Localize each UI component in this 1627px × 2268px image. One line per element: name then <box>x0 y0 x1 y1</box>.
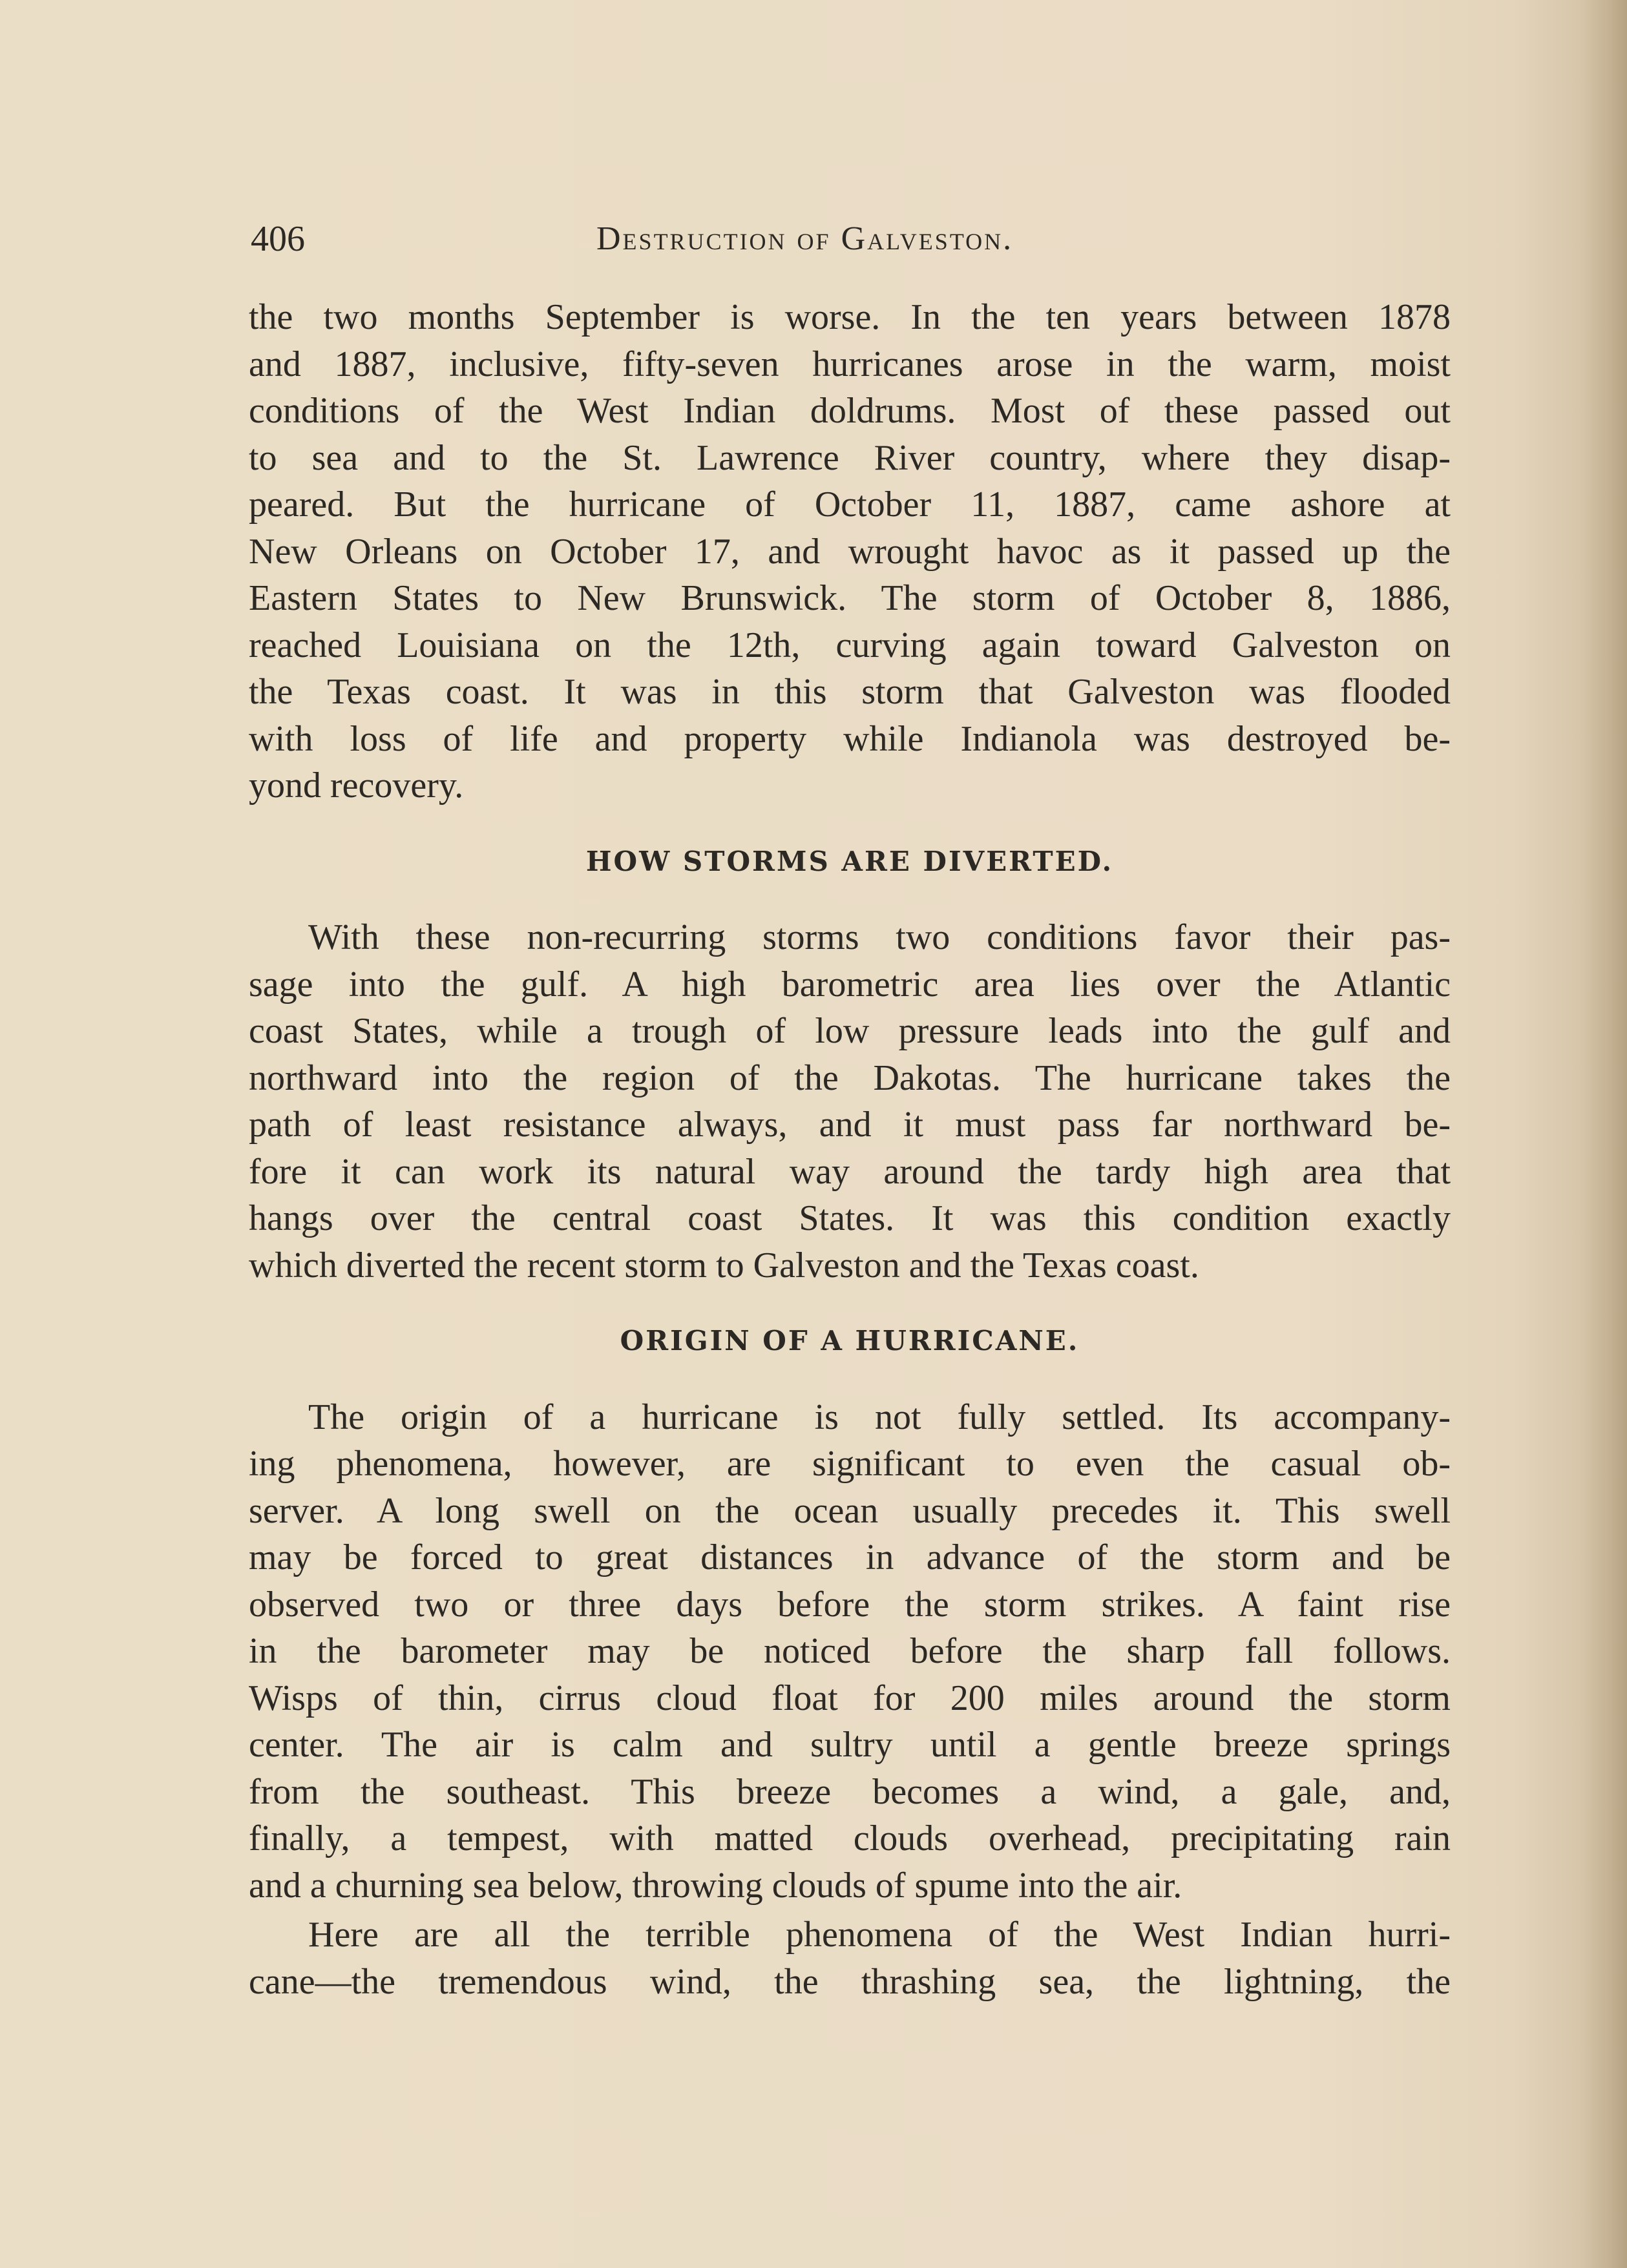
running-title: Destruction of Galveston. <box>596 220 1014 257</box>
text-line: path of least resistance always, and it must pass far northward be- <box>249 1105 1451 1145</box>
text-line: cane—the tremendous wind, the thrashing sea, the lightning, the <box>249 1961 1451 2002</box>
paragraph <box>249 294 1451 809</box>
text-line: The origin of a hurricane is not fully settled. Its accompany- <box>308 1397 1451 1437</box>
text-line: Eastern States to New Brunswick. The storm of October 8, 1886, <box>249 578 1451 618</box>
text-line: from the southeast. This breeze becomes a wind, a gale, and, <box>249 1771 1451 1812</box>
paragraph <box>249 914 1451 1289</box>
text-line: reached Louisiana on the 12th, curving again toward Galveston on <box>249 625 1451 665</box>
text-line: With these non-recurring storms two conditions favor their pas- <box>308 917 1451 957</box>
text-line: yond recovery. <box>249 765 464 806</box>
text-line: peared. But the hurricane of October 11, 1887, came ashore at <box>249 484 1451 525</box>
text-line: Wisps of thin, cirrus cloud float for 200 miles around the storm <box>249 1678 1451 1718</box>
text-line: New Orleans on October 17, and wrought havoc as it passed up the <box>249 531 1451 572</box>
text-line: northward into the region of the Dakotas. The hurricane takes the <box>249 1057 1451 1098</box>
text-line: server. A long swell on the ocean usually precedes it. This swell <box>249 1490 1451 1531</box>
section-heading: HOW STORMS ARE DIVERTED. <box>585 845 1114 877</box>
body-text <box>249 294 1451 2005</box>
text-line: to sea and to the St. Lawrence River country, where they disap- <box>249 437 1451 478</box>
page-edge-shadow <box>1582 0 1627 2268</box>
text-line: the Texas coast. It was in this storm that Galveston was flooded <box>249 672 1451 712</box>
text-line: Here are all the terrible phenomena of the West Indian hurri- <box>308 1915 1451 1955</box>
text-line: conditions of the West Indian doldrums. Most of these passed out <box>249 391 1451 431</box>
text-line: and 1887, inclusive, fifty-seven hurricanes arose in the warm, moist <box>249 344 1451 384</box>
section-heading: ORIGIN OF A HURRICANE. <box>620 1325 1080 1357</box>
text-line: the two months September is worse. In the ten years between 1878 <box>249 297 1451 337</box>
text-line: ing phenomena, however, are significant to even the casual ob- <box>249 1444 1451 1484</box>
page-number: 406 <box>251 219 305 259</box>
text-line: fore it can work its natural way around the tardy high area that <box>249 1151 1451 1192</box>
text-line: coast States, while a trough of low pressure leads into the gulf and <box>249 1011 1451 1051</box>
text-line: finally, a tempest, with matted clouds overhead, precipitating rain <box>249 1818 1451 1858</box>
running-head <box>251 213 1453 265</box>
text-line: hangs over the central coast States. It was this condition exactly <box>249 1198 1451 1238</box>
text-line: and a churning sea below, throwing clouds of spume into the air. <box>249 1865 1182 1906</box>
text-line: which diverted the recent storm to Galveston and the Texas coast. <box>249 1245 1199 1285</box>
text-line: may be forced to great distances in advance of the storm and be <box>249 1537 1451 1577</box>
paragraph <box>249 1394 1451 1909</box>
text-line: in the barometer may be noticed before the sharp fall follows. <box>249 1631 1451 1671</box>
text-line: with loss of life and property while Indianola was destroyed be- <box>249 718 1451 759</box>
paragraph <box>249 1911 1451 2005</box>
text-line: sage into the gulf. A high barometric area lies over the Atlantic <box>249 964 1451 1004</box>
text-line: observed two or three days before the storm strikes. A faint rise <box>249 1584 1451 1625</box>
text-line: center. The air is calm and sultry until a gentle breeze springs <box>249 1725 1451 1765</box>
